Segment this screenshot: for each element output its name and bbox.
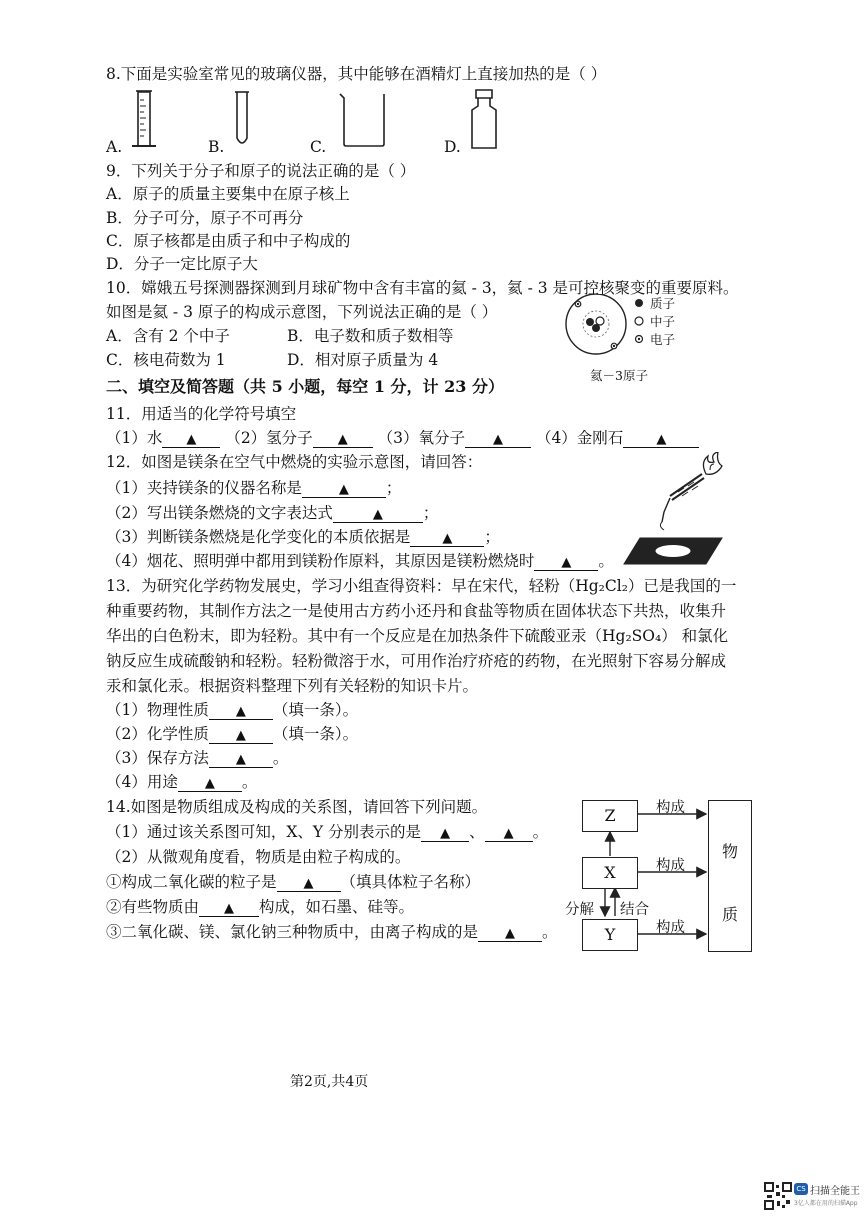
node-z: Z bbox=[582, 800, 638, 832]
q12-stem: 12．如图是镁条在空气中燃烧的实验示意图，请回答： bbox=[106, 453, 483, 471]
q8-option-a: A. bbox=[106, 138, 123, 156]
node-x: X bbox=[582, 857, 638, 889]
q13-line5: 汞和氯化汞。根据资料整理下列有关轻粉的知识卡片。 bbox=[106, 677, 479, 695]
q13-p1: （1）物理性质 ▲ （填一条）。 bbox=[106, 701, 359, 719]
reagent-bottle-icon bbox=[472, 90, 496, 148]
q13-p4: （4）用途 ▲ 。 bbox=[106, 773, 258, 791]
atom-caption: 氦－3原子 bbox=[590, 368, 648, 383]
legend-neutron-icon bbox=[634, 316, 644, 326]
q11-stem: 11．用适当的化学符号填空 bbox=[106, 405, 297, 423]
section-2-title: 二、填空及简答题（共 5 小题，每空 1 分，计 23 分） bbox=[106, 377, 504, 396]
qr-code-icon bbox=[764, 1182, 792, 1210]
q9-stem: 9．下列关于分子和原子的说法正确的是（ ） bbox=[106, 162, 416, 180]
q11-p1-blank[interactable]: ▲ bbox=[162, 429, 220, 448]
q12-p2: （2）写出镁条燃烧的文字表达式 ▲ ； bbox=[106, 504, 439, 522]
q10-option-a: A．含有 2 个中子 bbox=[106, 327, 230, 345]
q14-p3: ①构成二氧化碳的粒子是 ▲ （填具体粒子名称） bbox=[106, 873, 481, 891]
legend-electron-label: 电子 bbox=[650, 332, 676, 347]
node-matter: 物 质 bbox=[708, 800, 752, 952]
q12-p3-blank[interactable]: ▲ bbox=[410, 528, 484, 547]
q11-p3-blank[interactable]: ▲ bbox=[465, 429, 531, 448]
q11-p1-label: （1）水 bbox=[106, 429, 163, 447]
q10-option-b: B．电子数和质子数相等 bbox=[287, 327, 454, 345]
legend-proton-icon bbox=[634, 298, 644, 308]
q11-p4-blank[interactable]: ▲ bbox=[623, 429, 699, 448]
legend-neutron-label: 中子 bbox=[650, 314, 676, 329]
q9-option-c: C．原子核都是由质子和中子构成的 bbox=[106, 232, 351, 250]
q8-option-d: D. bbox=[444, 138, 461, 156]
label-combine: 结合 bbox=[620, 902, 649, 918]
q14-p1-blank-y[interactable]: ▲ bbox=[485, 823, 533, 842]
q14-p4-blank[interactable]: ▲ bbox=[199, 898, 259, 917]
scanner-logo-icon: CS bbox=[794, 1183, 808, 1195]
q11-parts bbox=[106, 428, 699, 448]
q9-option-d: D．分子一定比原子大 bbox=[106, 255, 258, 273]
q14-p4: ②有些物质由 ▲ 构成，如石墨、硅等。 bbox=[106, 898, 415, 916]
q12-p2-blank[interactable]: ▲ bbox=[333, 504, 423, 523]
q10-stem-line2: 如图是氦 - 3 原子的构成示意图，下列说法正确的是（ ） bbox=[106, 303, 498, 321]
q13-line4: 钠反应生成硫酸钠和轻粉。轻粉微溶于水，可用作治疗疥疮的药物，在光照射下容易分解成 bbox=[106, 652, 727, 670]
label-compose-top: 构成 bbox=[656, 800, 685, 816]
legend-electron-icon bbox=[634, 334, 644, 344]
q13-line2: 种重要药物，其制作方法之一是使用古方药小还丹和食盐等物质在固体状态下共热，收集升 bbox=[106, 602, 727, 620]
scanner-app-name: 扫描全能王 bbox=[810, 1186, 860, 1197]
q12-p4-blank[interactable]: ▲ bbox=[534, 552, 598, 571]
q12-p3: （3）判断镁条燃烧是化学变化的本质依据是 ▲ ； bbox=[106, 528, 500, 546]
graduated-cylinder-icon bbox=[132, 91, 156, 146]
q13-p1-blank[interactable]: ▲ bbox=[209, 701, 273, 720]
q11-p3-label: （3）氧分子 bbox=[377, 429, 465, 447]
legend-proton-label: 质子 bbox=[650, 296, 676, 311]
scanner-app-tagline: 3亿人都在用的扫描App bbox=[794, 1200, 858, 1207]
q13-p2-blank[interactable]: ▲ bbox=[209, 725, 273, 744]
helium-3-atom-diagram bbox=[556, 294, 646, 364]
q14-p1: （1）通过该关系图可知，X、Y 分别表示的是 ▲ 、 ▲ 。 bbox=[106, 823, 549, 841]
q11-p2-label: （2）氢分子 bbox=[225, 429, 313, 447]
q10-option-d: D．相对原子质量为 4 bbox=[287, 351, 439, 369]
q14-p5-blank[interactable]: ▲ bbox=[478, 923, 542, 942]
q9-option-a: A．原子的质量主要集中在原子核上 bbox=[106, 185, 350, 203]
q13-p3-blank[interactable]: ▲ bbox=[209, 749, 273, 768]
q11-p4-label: （4）金刚石 bbox=[535, 429, 624, 447]
q14-p5: ③二氧化碳、镁、氯化钠三种物质中，由离子构成的是 ▲ 。 bbox=[106, 923, 558, 941]
label-compose-bottom: 构成 bbox=[656, 920, 685, 936]
q13-p3: （3）保存方法 ▲ 。 bbox=[106, 749, 289, 767]
q13-p2: （2）化学性质 ▲ （填一条）。 bbox=[106, 725, 359, 743]
q14-stem: 14.如图是物质组成及构成的关系图，请回答下列问题。 bbox=[106, 798, 488, 816]
q10-option-c: C．核电荷数为 1 bbox=[106, 351, 226, 369]
q13-line1: 13．为研究化学药物发展史，学习小组查得资料：早在宋代，轻粉（Hg₂Cl₂）已是我国的一 bbox=[106, 577, 737, 595]
q14-p1-blank-x[interactable]: ▲ bbox=[421, 823, 469, 842]
q12-p4: （4）烟花、照明弹中都用到镁粉作原料，其原因是镁粉燃烧时 ▲ 。 bbox=[106, 552, 614, 570]
beaker-icon bbox=[340, 94, 384, 146]
node-y: Y bbox=[582, 919, 638, 951]
magnesium-burning-diagram bbox=[618, 452, 728, 572]
q8-option-c: C. bbox=[310, 138, 327, 156]
label-compose-mid: 构成 bbox=[656, 858, 685, 874]
q12-p1-blank[interactable]: ▲ bbox=[302, 479, 386, 498]
q13-line3: 华出的白色粉末，即为轻粉。其中有一个反应是在加热条件下硫酸亚汞（Hg₂SO₄） 和氯化 bbox=[106, 627, 729, 645]
q9-option-b: B．分子可分，原子不可再分 bbox=[106, 209, 304, 227]
q8-option-b: B. bbox=[208, 138, 225, 156]
q10-stem-line1: 10．嫦娥五号探测器探测到月球矿物中含有丰富的氦 - 3，氦 - 3 是可控核聚变的重要原料。 bbox=[106, 279, 739, 297]
q14-p2: （2）从微观角度看，物质是由粒子构成的。 bbox=[106, 848, 411, 866]
q12-p1: （1）夹持镁条的仪器名称是 ▲ ； bbox=[106, 479, 402, 497]
page-number: 第2页,共4页 bbox=[290, 1074, 369, 1090]
q11-p2-blank[interactable]: ▲ bbox=[313, 429, 373, 448]
q14-p3-blank[interactable]: ▲ bbox=[277, 873, 341, 892]
q13-p4-blank[interactable]: ▲ bbox=[178, 773, 242, 792]
label-split: 分解 bbox=[565, 902, 594, 918]
glassware-illustrations bbox=[120, 86, 540, 156]
q8-stem: 8.下面是实验室常见的玻璃仪器，其中能够在酒精灯上直接加热的是（ ） bbox=[106, 65, 607, 83]
test-tube-icon bbox=[235, 92, 249, 143]
